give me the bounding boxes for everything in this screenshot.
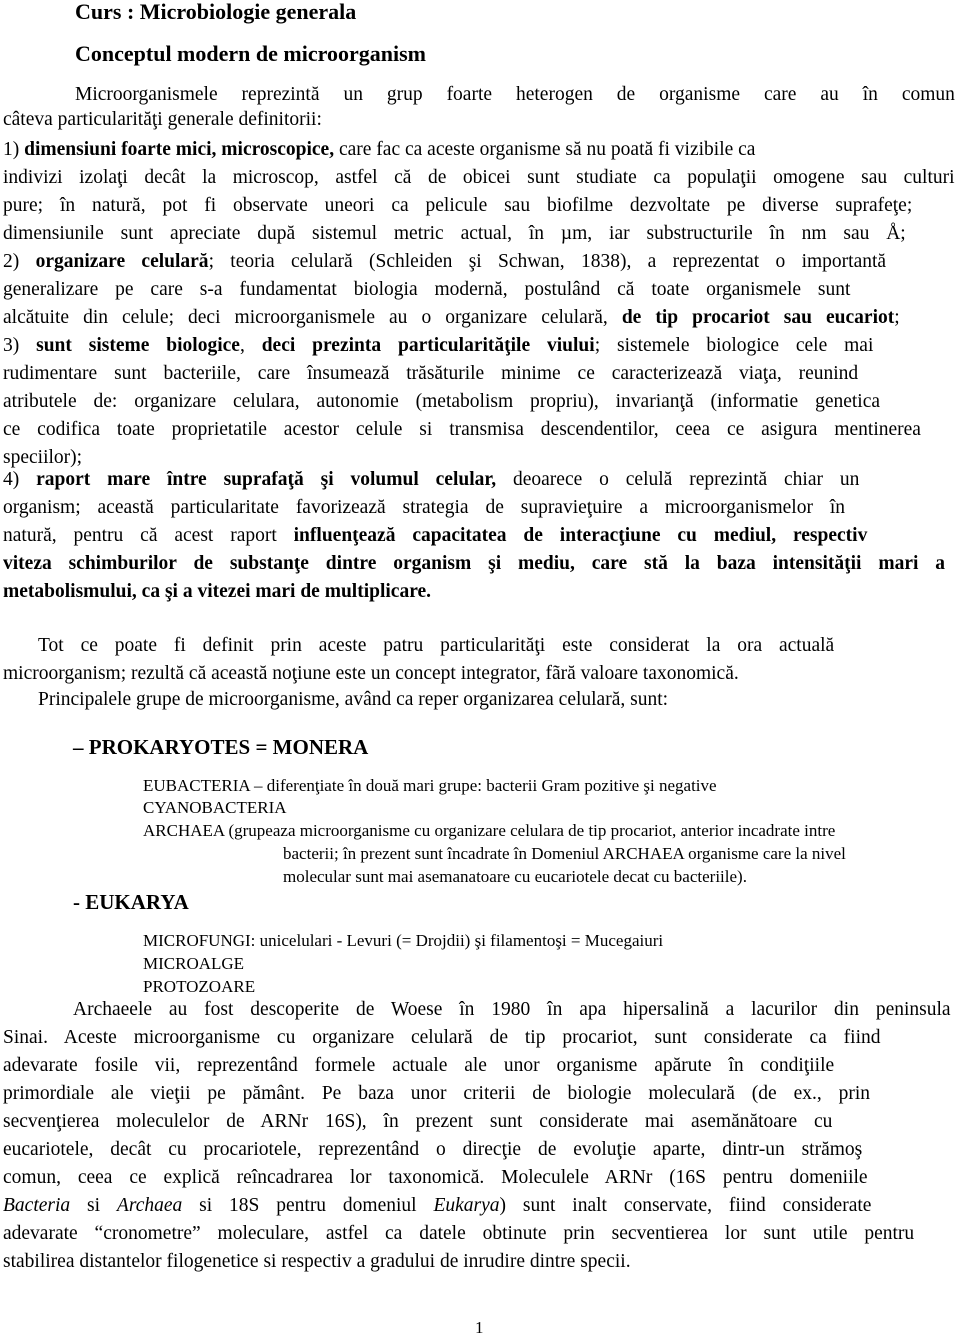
intro-line-2: câteva particularităţi generale definitorii: [3,109,322,130]
archaea-item-line-3: molecular sunt mai asemanatoare cu eucariotele decat cu bacteriile). [283,867,747,886]
intro-word: foarte [446,84,493,105]
point-3-line-3: atributele de: organizare celulara, autonomie (metabolism propriu), invarianţă (informatie genetica [3,391,881,412]
point-1-line-2: indivizi izolaţi decât la microscop, astfel că de obicei sunt studiate ca populaţii omogene sau culturi [3,167,955,188]
microfungi-item: MICROFUNGI: unicelulari - Levuri (= Drojdii) şi filamentoşi = Mucegaiuri [143,931,664,950]
intro-word: care [763,84,797,105]
archaea-para-line-3: adevarate fosile vii, reprezentând formele actuale ale unor organisme apărute în condiţiile [3,1055,835,1076]
archaea-para-line-1: Archaeele au fost descoperite de Woese în 1980 în apa hipersalină a lacurilor din peninsula [73,999,951,1020]
point-4-line-2: organism; această particularitate favorizează strategia de supravieţuire a microorganismelor în [3,497,845,518]
eubacteria-item: EUBACTERIA – diferenţiate în două mari grupe: bacterii Gram pozitive şi negative [143,776,717,795]
archaea-para-line-6: eucariotele, decât cu procariotele, reprezentând o direcţie de evoluţie aparte, dintr-un strămoş [3,1139,863,1160]
archaea-para-line-9: adevarate “cronometre” moleculare, astfel ca datele obtinute prin secventierea lor sunt utile pentru [3,1223,915,1244]
point-4-line-5: metabolismului, ca şi a vitezei mari de multiplicare. [3,581,432,602]
intro-word: heterogen [515,84,593,105]
point-3-line-4: ce codifica toate proprietatile acestor celule si transmisa descendentilor, ceea ce asigura mentinerea [3,419,921,440]
prokaryotes-heading: – PROKARYOTES = MONERA [73,735,369,759]
archaea-para-line-8: Bacteria si Archaea si 18S pentru domeniul Eukarya) sunt inalt conservate, fiind considerate [3,1195,872,1216]
point-2-line-2: generalizare pe care s-a fundamentat biologia modernă, postulând că toate organismele sunt [3,279,851,300]
section-title: Conceptul modern de microorganism [75,41,426,66]
point-4-emphasis: influenţează capacitatea de interacţiune cu mediul, respectiv [293,525,868,546]
point-3-line-2: rudimentare sunt bacteriile, care însumează trăsăturile minime ce caracterizează viaţa, reunind [3,363,859,384]
summary-line-3: Principalele grupe de microorganisme, având ca reper organizarea celulară, sunt: [38,689,669,710]
point-3-keyword: sunt sisteme biologice [36,335,240,356]
point-2-line-1: 2) organizare celulară; teoria celulară (Schleiden şi Schwan, 1838), a reprezentat o importantă [3,251,887,272]
archaea-para-line-10: stabilirea distantelor filogenetice si respectiv a gradului de inrudire dintre specii. [3,1251,631,1272]
intro-word: au [820,84,839,105]
archaea-para-line-5: secvenţierea moleculelor de ARNr 16S), în prezent sunt considerate mai asemănătoare cu [3,1111,833,1132]
point-2-line-3: alcătuite din celule; deci microorganismele au o organizare celulară, de tip procariot sau eucariot; [3,307,900,328]
intro-word: grup [386,84,423,105]
cyanobacteria-item: CYANOBACTERIA [143,798,287,817]
intro-word: de [616,84,636,105]
intro-word: un [343,84,363,105]
summary-line-2: microorganism; rezultă că această noţiune este un concept integrator, fãră valoare taxonomică. [3,663,739,684]
point-1-line-4: dimensiunile sunt apreciate după sistemul metric actual, în µm, iar substructurile în nm sau Å; [3,223,906,244]
page-number: 1 [475,1318,484,1337]
point-4-line-3: natură, pentru că acest raport influenţează capacitatea de interacţiune cu mediul, respectiv [3,525,868,546]
point-1-keyword: dimensiuni foarte mici, microscopice, [24,139,335,160]
intro-word: reprezintă [241,84,320,105]
intro-word: comun [901,84,955,105]
point-1-line-3: pure; în natură, pot fi observate uneori ca pelicule sau biofilme dezvoltate pe diverse suprafeţe; [3,195,913,216]
archaea-para-line-7: comun, ceea ce explică reîncadrarea lor taxonomică. Moleculele ARNr (16S pentru domeniile [3,1167,868,1188]
archaea-item-line-1: ARCHAEA (grupeaza microorganisme cu organizare celulara de tip procariot, anterior incadrate intre [143,821,836,840]
intro-word: în [862,84,878,105]
archaea-para-line-2: Sinai. Aceste microorganisme cu organizare celulară de tip procariot, sunt considerate ca fiind [3,1027,881,1048]
point-4-keyword: raport mare între suprafaţă şi volumul celular, [36,469,497,490]
point-3-line-5: speciilor); [3,447,83,468]
point-1-line-1: 1) dimensiuni foarte mici, microscopice, care fac ca aceste organisme să nu poată fi vizibile ca [3,139,756,160]
archaea-item-line-2: bacterii; în prezent sunt încadrate în Domeniul ARCHAEA organisme care la nivel [283,844,846,863]
point-3-line-1: 3) sunt sisteme biologice, deci prezinta particularităţile viului; sistemele biologice cele mai [3,335,874,356]
point-2-keyword: organizare celulară [35,251,209,272]
point-2-emphasis: de tip procariot sau eucariot [621,307,895,328]
intro-line-1 [75,83,955,107]
point-4-line-4: viteza schimburilor de substanţe dintre organism şi mediu, care stă la baza intensităţii mari a [3,553,946,574]
point-4-line-1: 4) raport mare între suprafaţă şi volumul celular, deoarece o celulă reprezintă chiar un [3,469,860,490]
eukarya-heading: - EUKARYA [73,890,189,914]
course-title: Curs : Microbiologie generala [75,0,357,24]
intro-word: Microorganismele [75,84,218,105]
summary-line-1: Tot ce poate fi definit prin aceste patru particularităţi este considerat la ora actuală [38,635,835,656]
archaea-para-line-4: primordiale ale vieţii pe pământ. Pe baza unor criterii de biologie moleculară (de ex., prin [3,1083,871,1104]
intro-word: organisme [659,84,741,105]
microalge-item: MICROALGE [143,954,245,973]
protozoare-item: PROTOZOARE [143,977,256,996]
point-3-emphasis: deci prezinta particularităţile viului [261,335,595,356]
